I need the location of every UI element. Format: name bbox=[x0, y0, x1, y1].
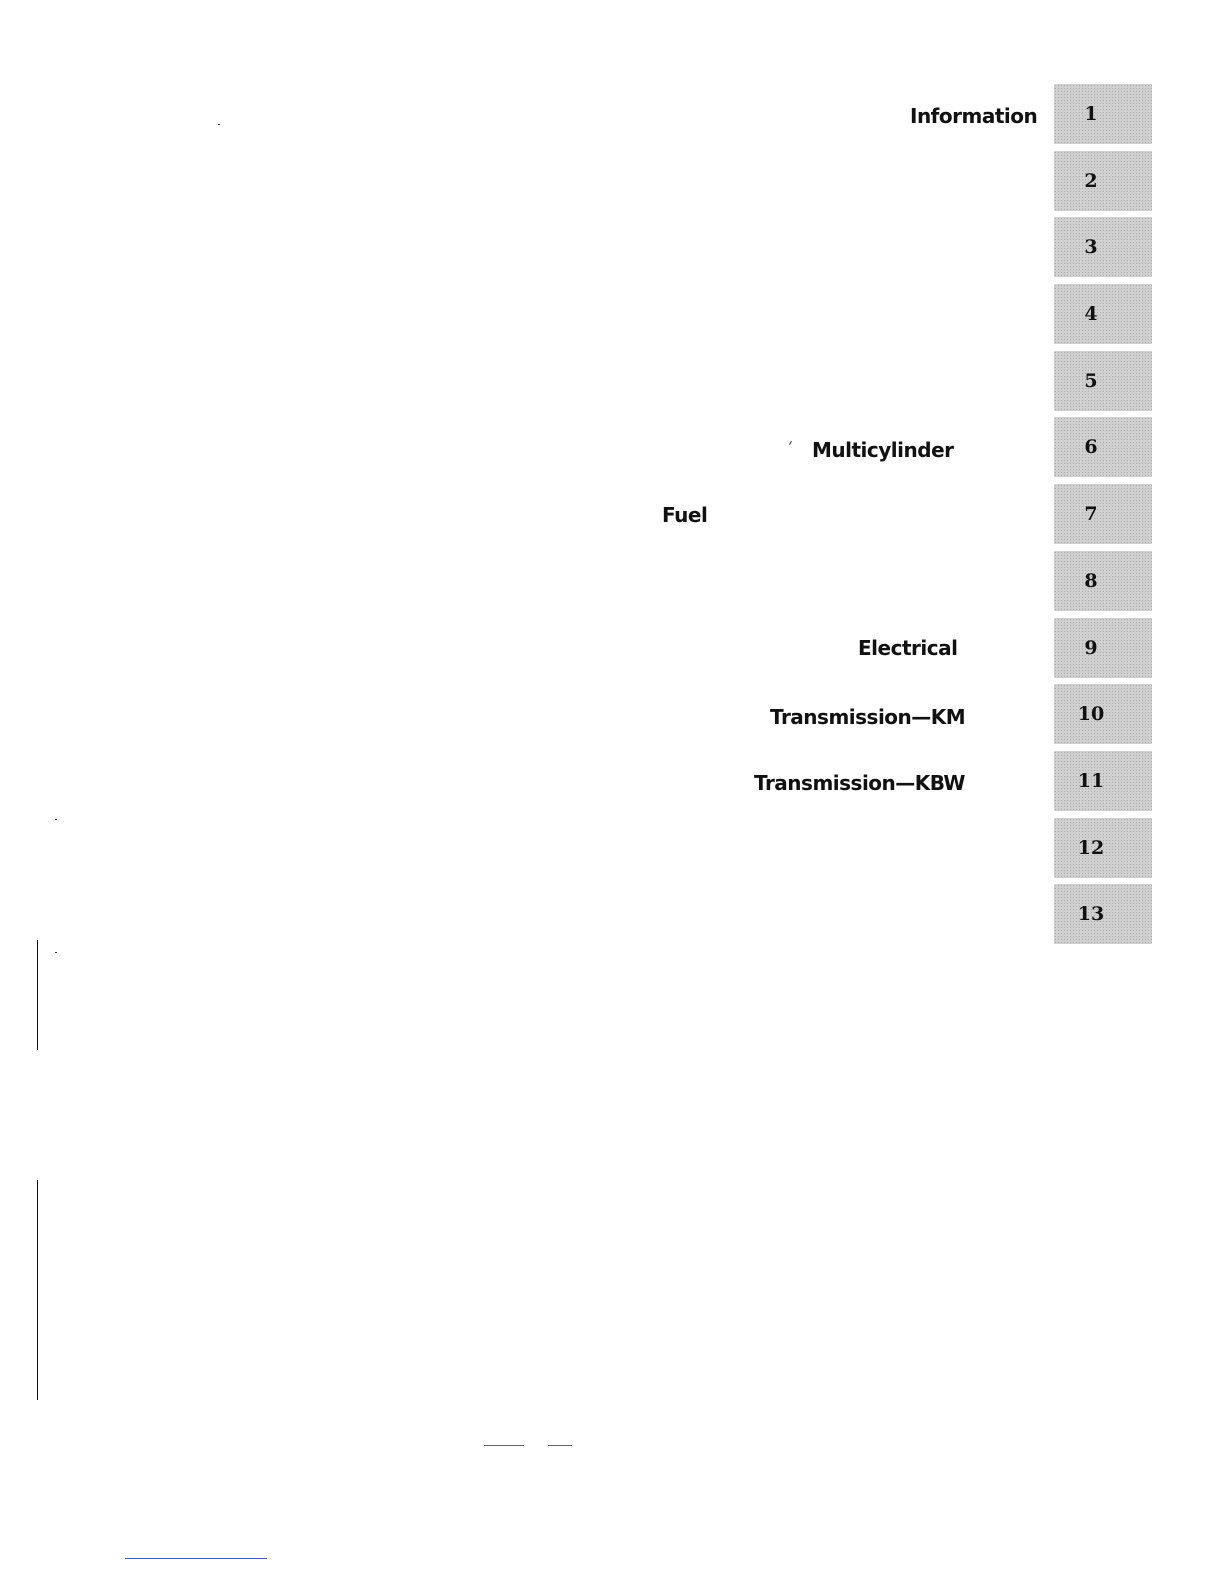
label-information: Information bbox=[910, 104, 1038, 128]
tab-9[interactable] bbox=[1054, 618, 1152, 678]
scan-speck bbox=[55, 952, 57, 953]
margin-rule bbox=[37, 1180, 38, 1400]
tab-12[interactable] bbox=[1054, 818, 1152, 878]
tab-5[interactable] bbox=[1054, 351, 1152, 411]
tab-2[interactable] bbox=[1054, 151, 1152, 211]
tab-number: 5 bbox=[1084, 369, 1098, 392]
tab-number: 1 bbox=[1084, 103, 1098, 125]
tab-number: 10 bbox=[1077, 703, 1105, 726]
tab-7[interactable] bbox=[1054, 484, 1152, 544]
scan-speck bbox=[55, 819, 57, 820]
tab-number: 11 bbox=[1077, 769, 1105, 792]
tab-6[interactable] bbox=[1054, 417, 1152, 477]
tab-number: 8 bbox=[1084, 569, 1098, 592]
tab-10[interactable] bbox=[1054, 684, 1152, 744]
tab-number: 3 bbox=[1084, 236, 1098, 259]
tab-number: 6 bbox=[1084, 436, 1098, 459]
scan-speck bbox=[789, 441, 792, 445]
tab-number: 12 bbox=[1077, 836, 1105, 859]
margin-rule bbox=[37, 940, 38, 1050]
scan-dash bbox=[484, 1445, 524, 1446]
tab-number: 13 bbox=[1077, 903, 1105, 926]
tab-4[interactable] bbox=[1054, 284, 1152, 344]
tab-1[interactable] bbox=[1054, 84, 1152, 144]
label-transmission-kbw: Transmission—KBW bbox=[754, 771, 965, 795]
tab-number: 9 bbox=[1084, 636, 1098, 659]
label-fuel: Fuel bbox=[662, 503, 708, 527]
tab-number: 4 bbox=[1084, 303, 1098, 326]
tab-8[interactable] bbox=[1054, 551, 1152, 611]
scan-dash bbox=[548, 1445, 572, 1446]
footer-rule bbox=[125, 1558, 267, 1559]
label-electrical: Electrical bbox=[858, 636, 958, 660]
thumb-index-tabs bbox=[1054, 84, 1154, 951]
scan-speck bbox=[218, 124, 220, 125]
label-transmission-km: Transmission—KM bbox=[770, 705, 966, 729]
tab-number: 2 bbox=[1084, 169, 1098, 192]
label-multicylinder: Multicylinder bbox=[812, 438, 954, 462]
tab-13[interactable] bbox=[1054, 884, 1152, 944]
tab-11[interactable] bbox=[1054, 751, 1152, 811]
tab-3[interactable] bbox=[1054, 217, 1152, 277]
tab-number: 7 bbox=[1084, 503, 1098, 526]
